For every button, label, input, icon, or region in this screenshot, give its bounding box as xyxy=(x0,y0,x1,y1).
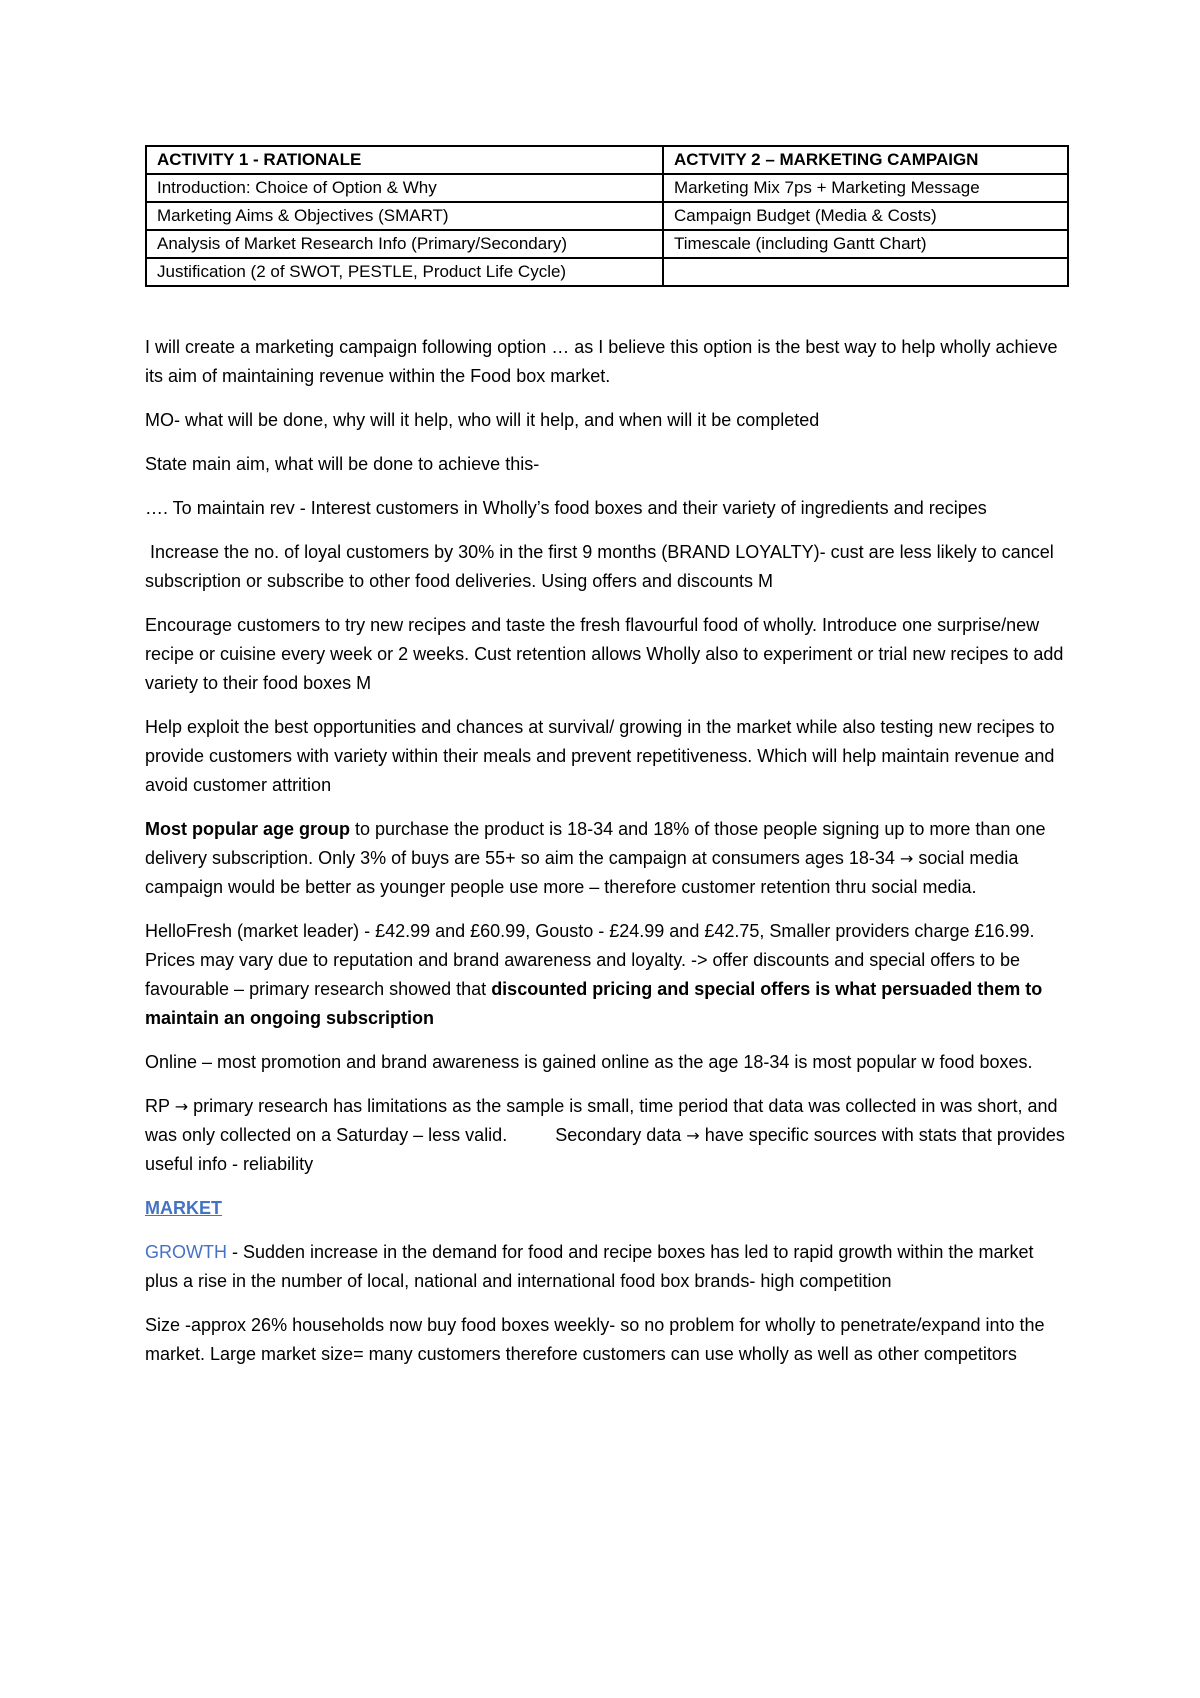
paragraph-pricing xyxy=(145,917,1070,1033)
table-cell: Introduction: Choice of Option & Why xyxy=(146,174,663,202)
paragraph-mo: MO- what will be done, why will it help, who will it help, and when will it be completed xyxy=(145,410,820,430)
activities-table xyxy=(145,145,1069,287)
table-cell: Analysis of Market Research Info (Primary/Secondary) xyxy=(146,230,663,258)
arrow-right-icon: → xyxy=(899,849,914,868)
paragraph-text: RP xyxy=(145,1096,175,1116)
table-cell: Campaign Budget (Media & Costs) xyxy=(663,202,1068,230)
paragraph-text: Increase the no. of loyal customers by 30% in the first 9 months (BRAND LOYALTY)- cust are less likely to cancel subscription or subscribe to other food deliveries. Using offers and discounts M xyxy=(145,542,1054,591)
paragraph-text: Secondary data xyxy=(555,1125,687,1145)
paragraph-size: Size -approx 26% households now buy food boxes weekly- so no problem for wholly to penetrate/expand into the market. Large market size= many customers therefore customers can use wholly as well as other competitors xyxy=(145,1315,1045,1364)
paragraph-text: social media campaign would be better as younger people use more – therefore customer retention thru social media. xyxy=(145,848,1019,897)
paragraph-maintain-rev: …. To maintain rev - Interest customers in Wholly’s food boxes and their variety of ingredients and recipes xyxy=(145,498,987,518)
paragraph-online: Online – most promotion and brand awareness is gained online as the age 18-34 is most popular w food boxes. xyxy=(145,1052,1033,1072)
table-row xyxy=(146,174,1068,202)
market-heading xyxy=(145,1194,1070,1223)
bold-text: Most popular age group xyxy=(145,819,350,839)
table-row xyxy=(146,258,1068,286)
paragraph-growth xyxy=(145,1238,1070,1296)
paragraph-text: HelloFresh (market leader) - £42.99 and £60.99, Gousto - £24.99 and £42.75, Smaller providers charge £16.99. Prices may vary due to reputation and brand awareness and loyalty. -> offer discounts and special offers to be favourable – primary research showed that xyxy=(145,921,1035,999)
table-cell: Marketing Mix 7ps + Marketing Message xyxy=(663,174,1068,202)
arrow-right-icon: → xyxy=(686,1126,700,1145)
table-cell xyxy=(663,258,1068,286)
document-body xyxy=(145,333,1070,1384)
table-cell: Justification (2 of SWOT, PESTLE, Product Life Cycle) xyxy=(146,258,663,286)
table-header-row xyxy=(146,146,1068,174)
paragraph-text: - Sudden increase in the demand for food and recipe boxes has led to rapid growth within the market plus a rise in the number of local, national and international food box brands- high competition xyxy=(145,1242,1034,1291)
table-row xyxy=(146,230,1068,258)
table-row xyxy=(146,202,1068,230)
market-heading-text: MARKET xyxy=(145,1198,222,1218)
paragraph-text: primary research has limitations as the sample is small, time period that data was collected in was short, and was only collected on a Saturday – less valid. xyxy=(145,1096,1058,1145)
growth-label: GROWTH xyxy=(145,1242,227,1262)
arrow-right-icon: → xyxy=(174,1097,189,1116)
bold-text: discounted pricing and special offers is what persuaded them to maintain an ongoing subscription xyxy=(145,979,1043,1028)
table-header-cell: ACTVITY 2 – MARKETING CAMPAIGN xyxy=(663,146,1068,174)
paragraph-research xyxy=(145,1092,1070,1179)
paragraph-opportunities: Help exploit the best opportunities and chances at survival/ growing in the market while also testing new recipes to provide customers with variety within their meals and prevent repetitiveness. Which will help maintain revenue and avoid customer attrition xyxy=(145,717,1055,795)
table-header-cell: ACTIVITY 1 - RATIONALE xyxy=(146,146,663,174)
paragraph-main-aim: State main aim, what will be done to achieve this- xyxy=(145,454,540,474)
paragraph-text: to purchase the product is 18-34 and 18% of those people signing up to more than one delivery subscription. Only 3% of buys are 55+ so aim the campaign at consumers ages 18-34 xyxy=(145,819,1046,868)
paragraph-text: have specific sources with stats that provides useful info - reliability xyxy=(145,1125,1065,1174)
table-cell: Timescale (including Gantt Chart) xyxy=(663,230,1068,258)
table-cell: Marketing Aims & Objectives (SMART) xyxy=(146,202,663,230)
paragraph-new-recipes: Encourage customers to try new recipes and taste the fresh flavourful food of wholly. Introduce one surprise/new recipe or cuisine every week or 2 weeks. Cust retention allows Wholly also to experiment or trial new recipes to add variety to their food boxes M xyxy=(145,615,1064,693)
paragraph-loyal-customers xyxy=(145,538,1070,596)
paragraph-intro: I will create a marketing campaign following option … as I believe this option is the best way to help wholly achieve its aim of maintaining revenue within the Food box market. xyxy=(145,337,1058,386)
paragraph-age-group xyxy=(145,815,1070,902)
